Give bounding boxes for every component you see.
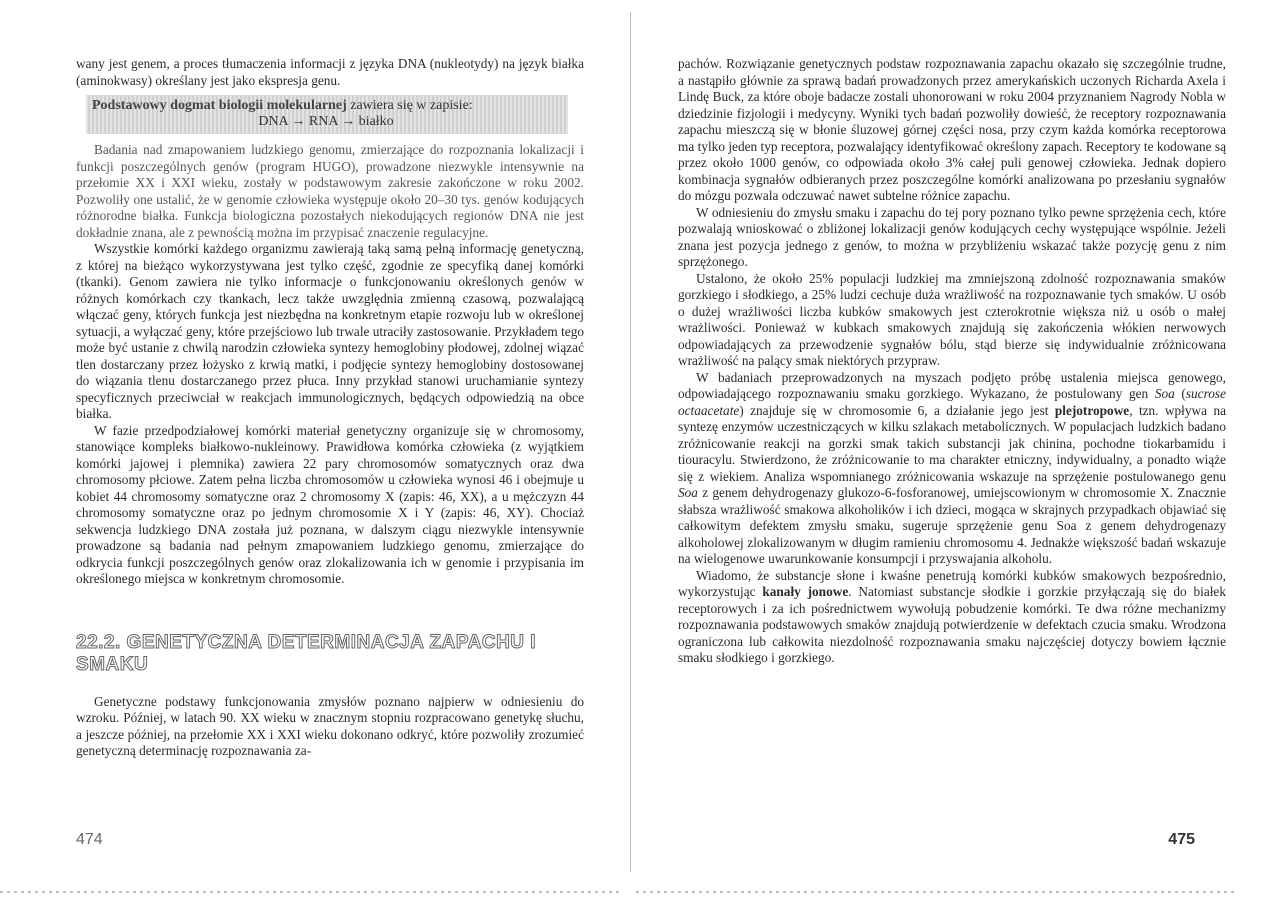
paragraph: W fazie przedpodziałowej komórki materiał genetyczny organizuje się w chromosomy, stanowiące kompleks białkowo-nukleinowy. Prawidłowa komórka człowieka (z wyjątkiem komórki jajowej i plemnika) zawiera 22 pary chromosomów somatycznych oraz dwa chromosomy płciowe. Zatem pełna liczba chromosomów u człowieka wynosi 46 i obejmuje u kobiet 44 chromosomy somatyczne oraz 2 chromosomy X (zapis: 46, XX), a u mężczyzn 44 chromosomy somatyczne oraz po jednym chromosomie X i Y (zapis: 46, XY). Chociaż sekwencja ludzkiego DNA została już poznana, w dalszym ciągu niezwykle intensywnie prowadzone są badania nad pełnym zmapowaniem ludzkiego genomu, zmierzające do odkrycia funkcji poszczególnych genów oraz zlokalizowania ich w genomie i przypisania im określonego miejsca w konkretnym chromosomie.	[76, 422, 584, 586]
text-run: (	[1174, 386, 1186, 401]
text-run: Wiadomo, że substancje słone i kwaśne penetrują komórki kubków smakowych bezpośrednio, wykorzystując	[678, 567, 1226, 599]
left-text-column	[76, 56, 584, 760]
paragraph	[678, 370, 1226, 568]
paragraph	[678, 568, 1226, 667]
text-run: , tzn. wpływa na syntezę enzymów uczestniczących w kilku szlakach metabolicznych. W populacjach ludzkich badano zróżnicowanie reakcji na gorzki smak takich substancji jak chinina, pochodne tiokarbamidu i tiouracylu. Stwierdzono, że zróżnicowanie to ma charakter etniczny, indywidualny, a ponadto wiąże się z wiekiem. Analiza wspomnianego zróżnicowania wskazuje na sprzężenie postulowanego genu	[678, 402, 1226, 484]
left-page	[0, 0, 630, 899]
page-number: 474	[76, 831, 103, 848]
scan-edge	[0, 891, 620, 893]
text-run: z genem dehydrogenazy glukozo-6-fosforanowej, umiejscowionym w chromosomie X. Znacznie słabsza wrażliwość smakowa alkoholików i ich dzieci, mogąca w skrajnych przypadkach objawiać się całkowitym defektem zmysłu smaku, sugeruje sprzężenie genu Soa z genem dehydrogenazy alkoholowej zlokalizowanym w długim ramieniu chromosomu 4. Jednakże większość badań wskazuje na wielogenowe uwarunkowanie konsumpcji i przyswajania alkoholu.	[678, 485, 1226, 566]
key-term: kanały jonowe	[762, 584, 849, 599]
gene-name: Soa	[1154, 386, 1175, 401]
paragraph: Genetyczne podstawy funkcjonowania zmysłów poznano najpierw w odniesieniu do wzroku. Później, w latach 90. XX wieku w znacznym stopniu rozpracowano genetykę słuchu, a jeszcze później, na przełomie XX i XXI wieku dokonano odkryć, które pozwoliły zrozumieć genetyczną determinację rozpoznawania za-	[76, 693, 584, 758]
key-term: plejotropowe	[1054, 402, 1130, 418]
paragraph-continued: wany jest genem, a proces tłumaczenia informacji z języka DNA (nukleotydy) na język białka (aminokwasy) określany jest jako ekspresja genu.	[76, 56, 584, 88]
dogma-suffix: zawiera się w zapisie:	[346, 98, 473, 113]
paragraph: Ustalono, że około 25% populacji ludzkiej ma zmniejszoną zdolność rozpoznawania smaków gorzkiego i słodkiego, a 25% ludzi cechuje duża wrażliwość na rozpoznawanie tych smaków. U osób o dużej wrażliwości liczba kubków smakowych jest czterokrotnie większa niż u osób o małej wrażliwości. Ponieważ w kubkach smakowych znajdują się zakończenia włókien nerwowych odpowiadających za przewodzenie sygnałów bólu, stąd bierze się indywidualnie zróżnicowana wrażliwość na palący smak niektórych przypraw.	[678, 270, 1226, 368]
paragraph-continued: pachów. Rozwiązanie genetycznych podstaw rozpoznawania zapachu okazało się szczególnie trudne, a nastąpiło głównie za sprawą badań prowadzonych przez amerykańskich uczonych Richarda Axela i Lindę Buck, za które oboje badacze zostali uhonorowani w roku 2004 przyznaniem Nagrody Nobla w dziedzinie fizjologii i medycyny. Wyniki tych badań pozwoliły dowieść, że receptory rozpoznawania zapachu mieszczą się w błonie śluzowej górnej części nosa, przy czym każda komórka receptorowa ma tylko jeden typ receptora, pozwalający identyfikować określony zapach. Receptory te kodowane są przez około 1000 genów, co odpowiada około 3% całej puli genowej człowieka. Jednak dopiero kombinacja sygnałów odbieranych przez poszczególne komórki analizowana po przesłaniu sygnałów do mózgu pozwala odczuwać nawet subtelne różnice zapachu.	[678, 56, 1226, 203]
dogma-title: Podstawowy dogmat biologii molekularnej	[92, 98, 347, 113]
text-run: W badaniach przeprowadzonych na myszach podjęto próbę ustalenia miejsca genowego, odpowiadającego rozpoznawaniu smaku gorzkiego. Wykazano, że postulowany gen	[678, 369, 1226, 401]
text-run: ) znajduje się w chromosomie 6, a działanie jego jest	[739, 402, 1055, 418]
gene-name: Soa	[678, 485, 698, 500]
dogma-box	[86, 95, 568, 134]
paragraph: Wszystkie komórki każdego organizmu zawierają taką samą pełną informację genetyczną, z której na bieżąco wykorzystywana jest tylko część, zgodnie ze specyfiką danej komórki (tkanki). Genom zawiera nie tylko informacje o funkcjonowaniu określonych genów w różnych komórkach czy tkankach, lecz także uwzględnia zmienną czasową, pozwalającą włączać geny, których funkcja jest niezbędna na konkretnym etapie rozwoju lub w określonej sytuacji, a wyłączać geny, które przejściowo lub trwale utraciły zastosowanie. Przykładem tego może być ustanie z chwilą narodzin człowieka syntezy hemoglobiny płodowej, zdolnej wiązać tlen dostarczany przez łożysko z krwią matki, i podjęcie syntezy hemoglobiny dostosowanej do wiązania tlenu dostarczanego przez płuca. Inny przykład stanowi uruchamianie syntezy specyficznych przeciwciał w reakcjach immunologicznych, będących odpowiedzią na obce białka.	[76, 241, 584, 421]
section-heading: 22.2. GENETYCZNA DETERMINACJA ZAPACHU I SMAKU	[76, 631, 537, 675]
right-page	[636, 0, 1263, 899]
right-text-column	[678, 56, 1226, 667]
latin-term: sucrose octaacetate	[678, 386, 1226, 418]
paragraph: W odniesieniu do zmysłu smaku i zapachu do tej pory poznano tylko pewne sprzężenia cech, które pozwalają wnioskować o zbliżonej lokalizacji genów kodujących cechy występujące wspólnie. Jeżeli znana jest pozycja jednego z genów, to można w przybliżeniu wskazać także pozycję genu z nim sprzężonego.	[678, 204, 1226, 269]
text-run: . Natomiast substancje słodkie i gorzkie przyłączają się do białek receptorowych i za ich pośrednictwem wywołują pobudzenie komórki. Te dwa różne mechanizmy rozpoznawania podstawowych smaków znajdują potwierdzenie w defektach czucia smaku. Wrodzona ograniczona lub całkowita niezdolność rozpoznawania smaku najczęściej dotyczy bowiem łącznie smaku słodkiego i gorzkiego.	[678, 584, 1226, 665]
scan-edge	[636, 891, 1236, 893]
dogma-formula: DNA → RNA → białko	[258, 114, 394, 129]
paragraph: Badania nad zmapowaniem ludzkiego genomu, zmierzające do rozpoznania lokalizacji i funkcji poszczególnych genów (program HUGO), prowadzone niezwykle intensywnie na przełomie XX i XXI wieku, zostały w podstawowym zakresie zakończone w roku 2002. Pozwoliły one ustalić, że w genomie człowieka występuje około 20–30 tys. genów kodujących różnorodne białka. Funkcja biologiczna pozostałych niekodujących regionów DNA nie jest dokładnie znana, ale z pewnością można im przypisać znaczenie regulacyjne.	[76, 142, 584, 240]
page-number: 475	[1168, 831, 1195, 848]
